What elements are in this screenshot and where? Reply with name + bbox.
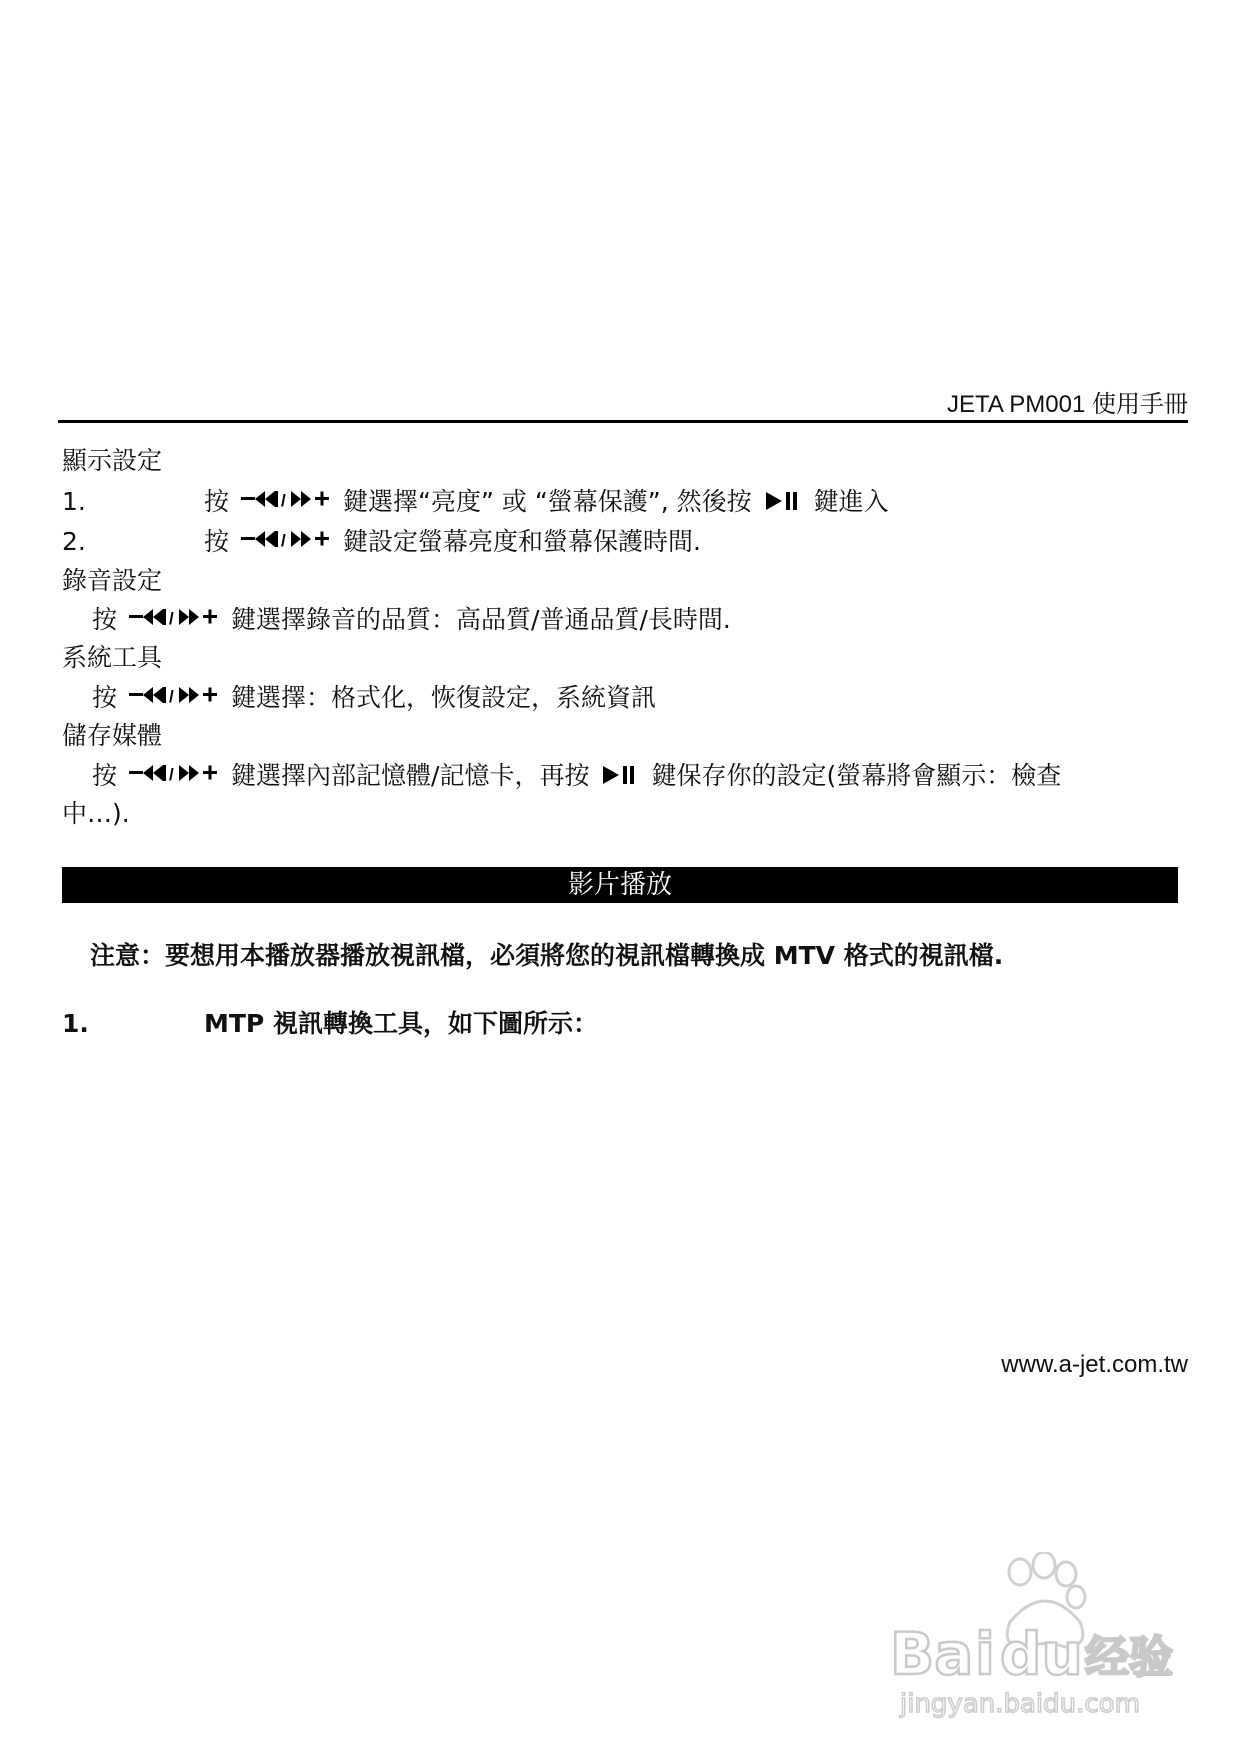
press-label: 按 — [204, 527, 230, 556]
prev-next-icon — [241, 485, 333, 521]
svg-text:/: / — [169, 765, 174, 784]
step-text: 鍵設定螢幕亮度和螢幕保護時間. — [343, 527, 701, 556]
baidu-watermark — [880, 1552, 1200, 1722]
instruction-text: 鍵選擇內部記憶體/記憶卡，再按 — [231, 761, 590, 790]
press-label: 按 — [204, 487, 230, 516]
step-number: 1. — [62, 487, 86, 516]
section-heading-system: 系統工具 — [62, 643, 163, 672]
baidu-paw-icon — [880, 1552, 1200, 1722]
step-text-end: 鍵進入 — [813, 487, 889, 516]
item-text: MTP 視訊轉換工具，如下圖所示： — [204, 1009, 598, 1038]
section-heading-record: 錄音設定 — [62, 566, 163, 595]
storage-instruction — [92, 758, 1061, 795]
video-note: 注意：要想用本播放器播放視訊檔，必須將您的視訊檔轉換成 MTV 格式的視訊檔. — [90, 941, 1004, 970]
svg-text:i: i — [975, 1620, 995, 1688]
prev-next-icon — [129, 681, 221, 717]
banner-title: 影片播放 — [567, 870, 672, 900]
svg-text:jingyan.baidu.com: jingyan.baidu.com — [900, 1689, 1140, 1719]
play-pause-icon — [766, 485, 800, 521]
display-step-2 — [62, 524, 701, 561]
step-text: 鍵選擇“亮度” 或 “螢幕保護”, 然後按 — [343, 487, 752, 516]
svg-text:经验: 经验 — [1085, 1632, 1173, 1683]
instruction-text: 鍵選擇錄音的品質：高品質/普通品質/長時間. — [231, 605, 731, 634]
record-instruction — [92, 602, 731, 639]
video-item-1 — [62, 1006, 598, 1042]
header-divider — [58, 420, 1188, 423]
press-label: 按 — [92, 605, 118, 634]
page-header-title: JETA PM001 使用手冊 — [947, 391, 1188, 418]
svg-text:/: / — [169, 687, 174, 706]
prev-next-icon — [129, 759, 221, 795]
svg-text:/: / — [281, 531, 286, 550]
storage-instruction-wrap: 中…). — [62, 799, 130, 828]
footer-website: www.a-jet.com.tw — [1001, 1351, 1188, 1378]
prev-next-icon — [129, 603, 221, 639]
section-banner — [62, 867, 1178, 903]
svg-text:du: du — [1000, 1620, 1083, 1688]
prev-next-icon — [241, 525, 333, 561]
play-pause-icon — [603, 759, 637, 795]
section-heading-storage: 儲存媒體 — [62, 721, 163, 750]
instruction-text: 鍵選擇：格式化，恢復設定，系統資訊 — [231, 683, 657, 712]
item-number: 1. — [62, 1009, 89, 1038]
step-number: 2. — [62, 527, 86, 556]
instruction-text-end: 鍵保存你的設定(螢幕將會顯示：檢查 — [651, 761, 1062, 790]
svg-text:/: / — [281, 491, 286, 510]
display-step-1 — [62, 484, 889, 521]
system-instruction — [92, 680, 656, 717]
section-heading-display: 顯示設定 — [62, 446, 163, 475]
press-label: 按 — [92, 683, 118, 712]
svg-text:/: / — [169, 609, 174, 628]
svg-text:Ba: Ba — [890, 1620, 974, 1688]
press-label: 按 — [92, 761, 118, 790]
